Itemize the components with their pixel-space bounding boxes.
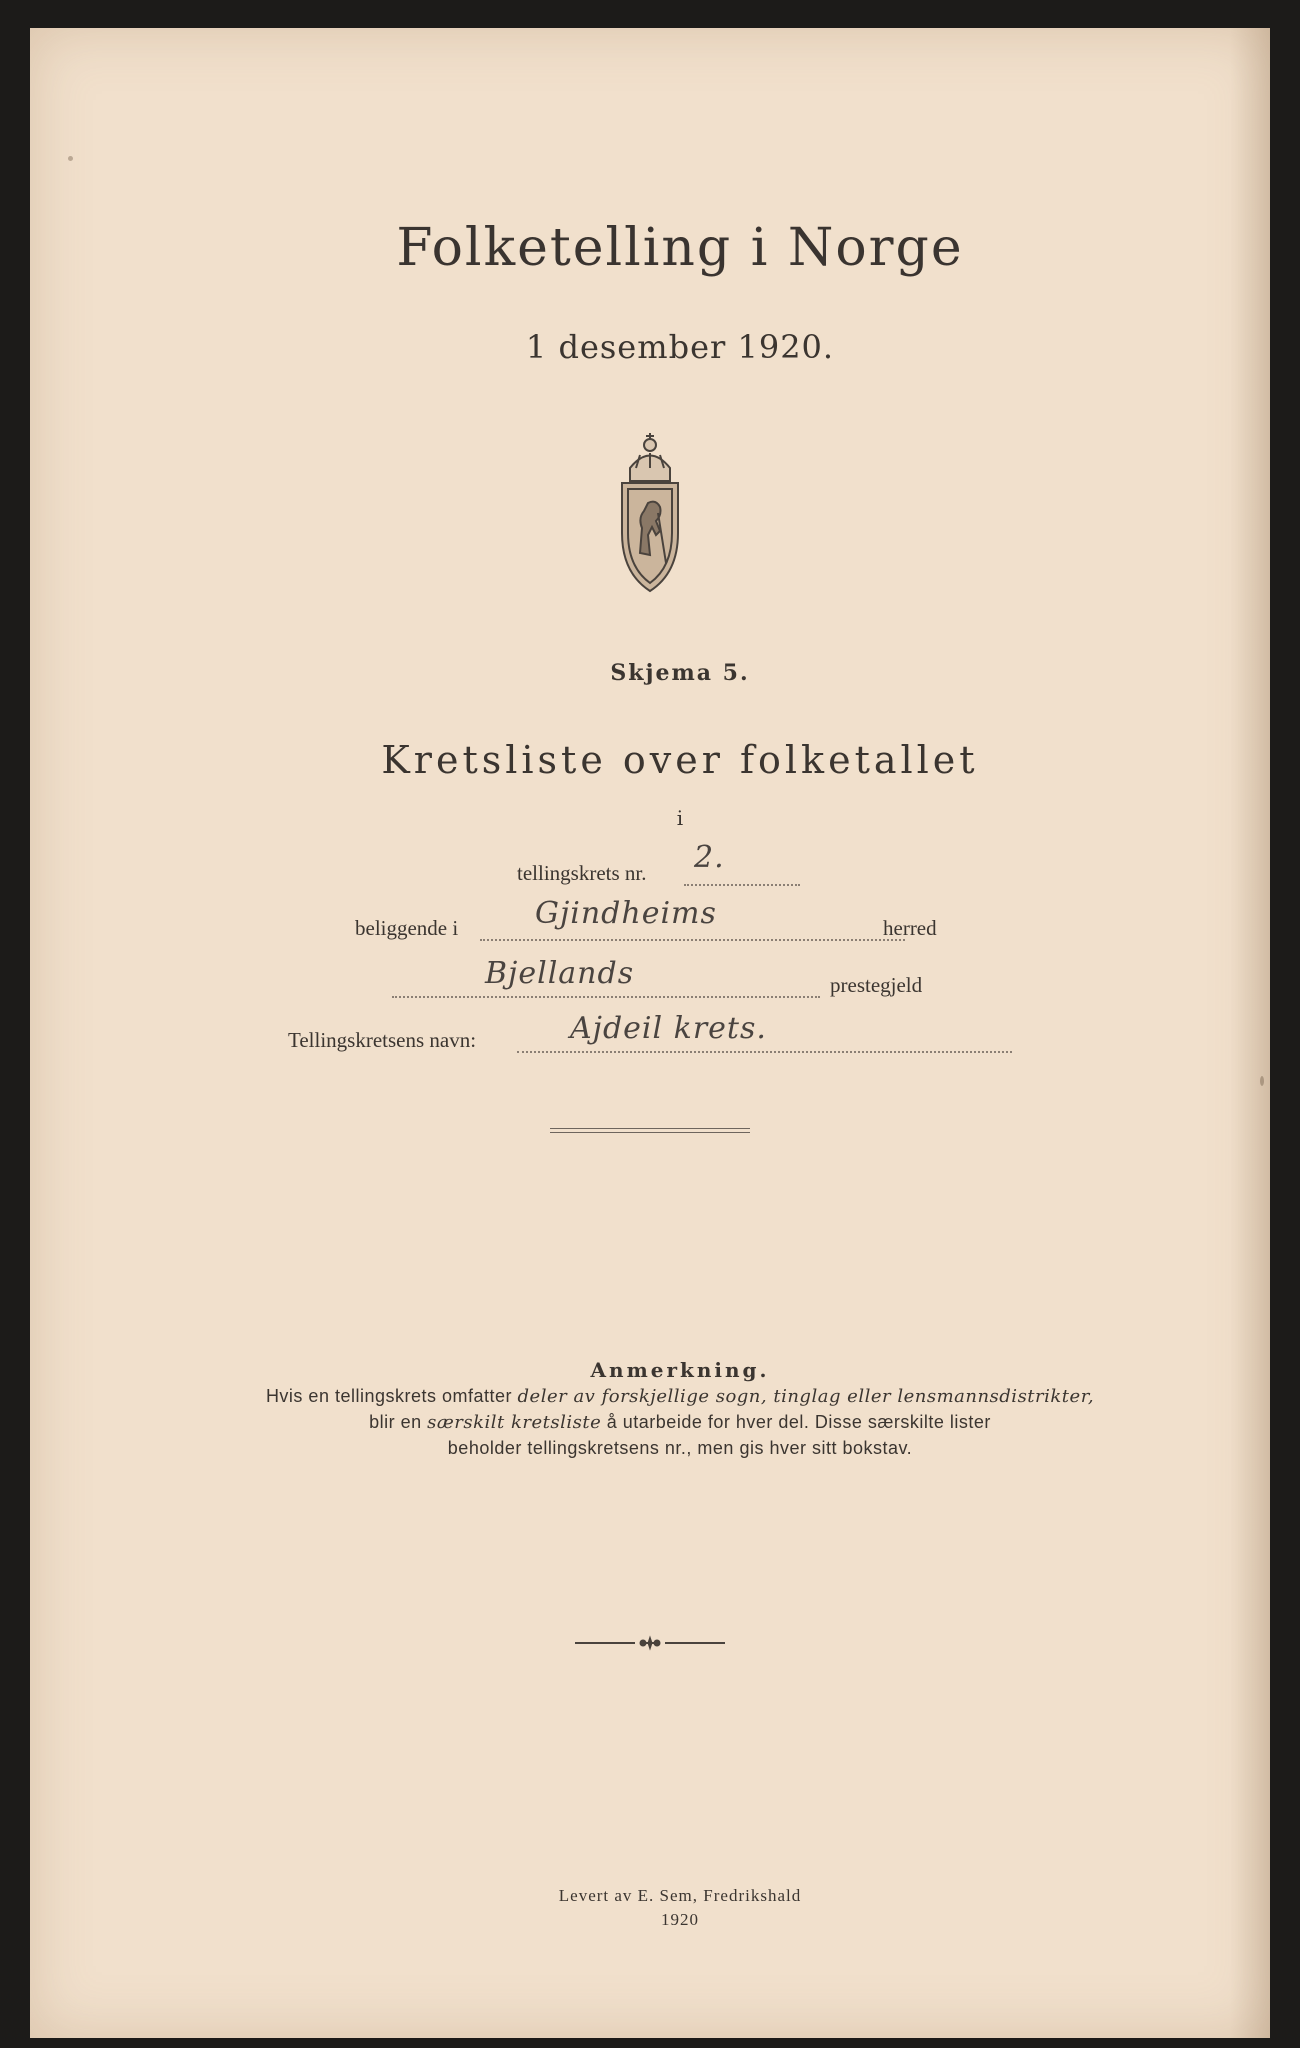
note-line-1-emphasis: deler av forskjellige sogn, tinglag eller lensmannsdistrikter, xyxy=(517,1386,1095,1407)
printing-year: 1920 xyxy=(661,1910,699,1929)
located-value: Gjindheims xyxy=(535,896,717,931)
district-name-label: Tellingskretsens navn: xyxy=(288,1028,477,1052)
census-form-page xyxy=(30,28,1270,2038)
district-number-line[interactable] xyxy=(684,884,800,886)
note-title: Anmerkning. xyxy=(590,1358,770,1382)
paper-speck xyxy=(68,156,73,161)
ornament-icon xyxy=(575,1633,725,1653)
note-line-2-emphasis: særskilt kretsliste xyxy=(427,1412,602,1433)
located-label: beliggende i xyxy=(355,916,459,940)
district-name-line[interactable] xyxy=(517,1051,1012,1053)
norwegian-coat-of-arms-icon xyxy=(600,423,700,598)
note-line-3: beholder tellingskretsens nr., men gis hver sitt bokstav. xyxy=(447,1438,913,1458)
district-number-value: 2. xyxy=(694,840,725,875)
paper-speck xyxy=(1260,1076,1264,1086)
herred-label: herred xyxy=(883,916,937,940)
form-heading: Kretsliste over folketallet xyxy=(381,738,979,782)
note-line-2-text-b: å utarbeide for hver del. Disse særskilte lister xyxy=(601,1412,991,1432)
district-number-label: tellingskrets nr. xyxy=(517,861,647,885)
printer-credit: Levert av E. Sem, Fredrikshald xyxy=(558,1886,802,1905)
preposition-i: i xyxy=(676,806,684,830)
schema-number: Skjema 5. xyxy=(610,660,750,686)
district-name-value: Ajdeil krets. xyxy=(570,1011,767,1046)
parish-line[interactable] xyxy=(392,996,820,998)
parish-label: prestegjeld xyxy=(830,973,923,997)
document-title: Folketelling i Norge xyxy=(396,218,964,278)
census-date: 1 desember 1920. xyxy=(525,328,835,366)
note-line-2-text-a: blir en xyxy=(369,1412,428,1432)
note-line-2 xyxy=(60,1412,1300,1433)
note-line-1-text: Hvis en tellingskrets omfatter xyxy=(265,1386,518,1406)
located-line[interactable] xyxy=(480,939,905,941)
section-divider xyxy=(550,1128,750,1133)
parish-value: Bjellands xyxy=(485,956,635,991)
note-line-1 xyxy=(60,1386,1300,1407)
